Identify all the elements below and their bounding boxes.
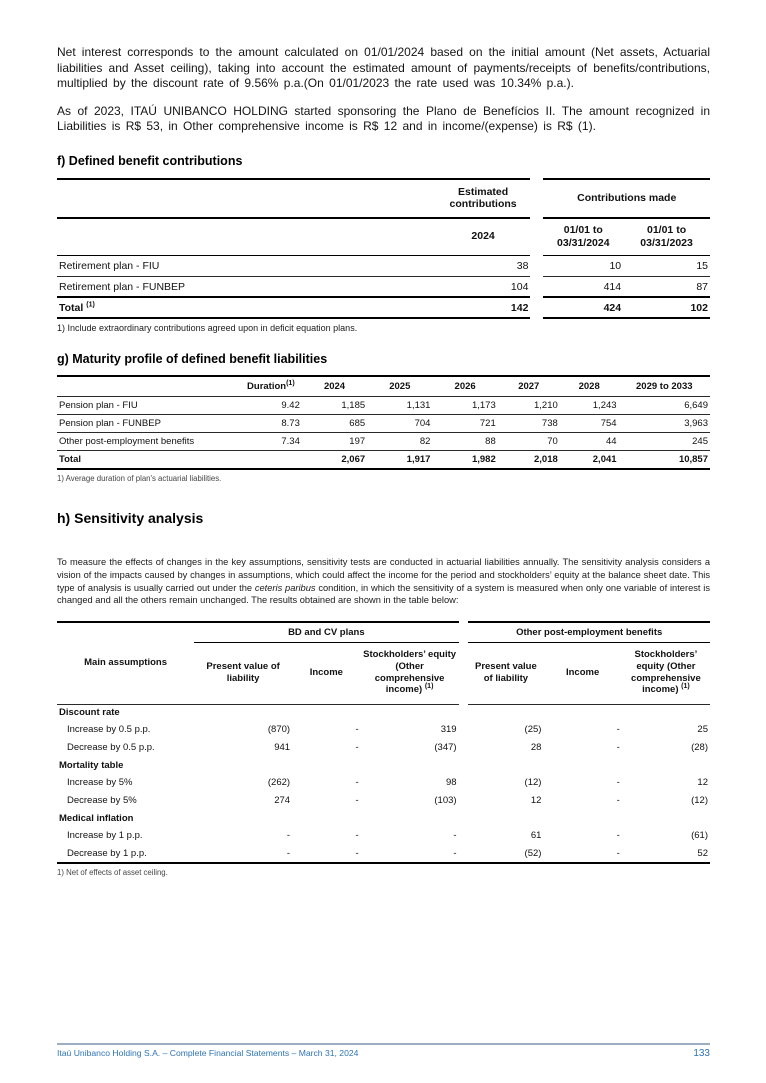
group-header-bd-cv: BD and CV plans [194, 622, 458, 643]
empty-cell [57, 218, 436, 256]
maturity-profile-table [57, 375, 710, 470]
defined-benefit-contributions-table [57, 178, 710, 320]
cell-value: (28) [691, 742, 708, 754]
cell-value: - [543, 845, 621, 863]
cell-value: - [616, 742, 620, 754]
col-header: 2028 [560, 376, 619, 397]
col-header: Income [292, 643, 361, 704]
cell-value: 3,963 [619, 415, 710, 433]
cell-value: 15 [623, 255, 710, 276]
table-row [57, 397, 710, 415]
cell-value [240, 451, 302, 470]
gutter [459, 721, 469, 739]
cell-value: (103) [434, 795, 457, 807]
page-content [57, 45, 710, 877]
cell-value: 1,210 [498, 397, 560, 415]
col-header: Stockholders’ equity (Other comprehensive income) $^{(1)}$ [361, 643, 459, 704]
table-row [57, 845, 710, 863]
cell-value: - [616, 830, 620, 842]
cell-value: - [355, 777, 359, 789]
cell-value: 1,185 [302, 397, 367, 415]
section-h-heading: h) Sensitivity analysis [57, 510, 204, 527]
group-label-row [57, 704, 710, 721]
cell-value: 245 [619, 433, 710, 451]
footer-rule [57, 1043, 710, 1045]
cell-value: 28 [530, 742, 542, 754]
row-label: Decrease by 5% [67, 795, 137, 807]
cell-value: 8.73 [240, 415, 302, 433]
cell-value: (870) [267, 724, 291, 736]
gutter [459, 757, 469, 774]
cell-value: 12 [697, 777, 708, 789]
col-header-duration: Duration$^{(1)}$ [240, 376, 302, 397]
gutter [459, 810, 469, 827]
col-header: 2027 [498, 376, 560, 397]
table-row [57, 433, 710, 451]
gutter [530, 179, 543, 218]
cell-value: 52 [622, 845, 710, 863]
cell-value: - [355, 724, 359, 736]
group-header-made: Contributions made [543, 179, 710, 218]
col-header: Stockholders’ equity (Other comprehensive income) $^{(1)}$ [622, 643, 710, 704]
gutter [459, 739, 469, 757]
gutter [459, 704, 469, 721]
gutter [459, 622, 469, 704]
gutter [459, 827, 469, 845]
cell-value: - [355, 742, 359, 754]
paragraph-plano-beneficios: As of 2023, ITAÚ UNIBANCO HOLDING started sponsoring the Plano de Benefícios II. The amount recognized in Liabilities is R$ 53, in Other comprehensive income is R$ 12 and in income/(expense) is R$ (1). [57, 103, 710, 133]
col-header: 01/01 to 03/31/2024 [543, 218, 623, 256]
page-footer [57, 1043, 710, 1059]
table-total-row [57, 297, 710, 318]
col-header: 2025 [367, 376, 432, 397]
cell-value: 721 [432, 415, 497, 433]
col-header: Present value of liability [468, 643, 543, 704]
table-row [57, 276, 710, 297]
table-header-row [57, 376, 710, 397]
cell-value: - [616, 724, 620, 736]
cell-value: 102 [623, 297, 710, 318]
col-header: 2024 [436, 218, 531, 256]
cell-value: 1,131 [367, 397, 432, 415]
gutter [459, 845, 469, 863]
row-label: Decrease by 0.5 p.p. [67, 742, 155, 754]
footer-page-number: 133 [693, 1048, 710, 1059]
cell-value: - [361, 845, 459, 863]
cell-value: 274 [274, 795, 291, 807]
cell-value: 1,243 [560, 397, 619, 415]
table-f-footnote: 1) Include extraordinary contributions agreed upon in deficit equation plans. [57, 323, 358, 334]
row-label: Other post-employment benefits [57, 433, 240, 451]
cell-value: - [355, 795, 359, 807]
cell-value: 197 [302, 433, 367, 451]
cell-value: 6,649 [619, 397, 710, 415]
table-total-row [57, 451, 710, 470]
empty-cell [57, 179, 436, 218]
cell-value: (25) [524, 724, 542, 736]
table-row [57, 827, 710, 845]
cell-value: 424 [543, 297, 623, 318]
cell-value: 82 [367, 433, 432, 451]
cell-value: 104 [436, 276, 531, 297]
row-label: Pension plan - FIU [57, 397, 240, 415]
gutter [459, 792, 469, 810]
row-label: Increase by 1 p.p. [67, 830, 143, 842]
cell-value: 9.42 [240, 397, 302, 415]
cell-value: 941 [274, 742, 291, 754]
row-label: Pension plan - FUNBEP [57, 415, 240, 433]
table-row [57, 739, 710, 757]
cell-value: 7.34 [240, 433, 302, 451]
group-header-estimated: Estimated contributions [436, 179, 531, 218]
table-row [57, 415, 710, 433]
table-group-header-row [57, 179, 710, 218]
table-row [57, 774, 710, 792]
gutter [530, 255, 543, 276]
cell-value: (347) [434, 742, 457, 754]
cell-value: 70 [498, 433, 560, 451]
cell-value: 704 [367, 415, 432, 433]
cell-value: 87 [623, 276, 710, 297]
cell-value: 12 [530, 795, 542, 807]
row-label: Increase by 0.5 p.p. [67, 724, 151, 736]
cell-value: (12) [524, 777, 542, 789]
cell-value: 98 [445, 777, 457, 789]
cell-value: 1,917 [367, 451, 432, 470]
cell-value: 2,041 [560, 451, 619, 470]
table-g-footnote: 1) Average duration of plan's actuarial liabilities. [57, 474, 222, 484]
empty-cell [57, 376, 240, 397]
cell-value: 25 [697, 724, 708, 736]
ceteris-paribus-italic: ceteris paribus [254, 582, 316, 593]
group-name: Medical inflation [59, 812, 134, 824]
cell-value: 61 [530, 830, 542, 842]
footer-title: Itaú Unibanco Holding S.A. – Complete Financial Statements – March 31, 2024 [57, 1048, 359, 1058]
cell-value: 10 [543, 255, 623, 276]
cell-value: 1,982 [432, 451, 497, 470]
table-header-row [57, 218, 710, 256]
cell-value: (262) [267, 777, 291, 789]
cell-value: 414 [543, 276, 623, 297]
cell-value: (61) [691, 830, 708, 842]
cell-value: - [286, 830, 291, 842]
cell-value: - [194, 845, 292, 863]
gutter [459, 774, 469, 792]
gutter [530, 218, 543, 256]
section-f-heading: f) Defined benefit contributions [57, 153, 243, 168]
col-header: 2026 [432, 376, 497, 397]
group-name: Discount rate [59, 707, 120, 719]
table-h-footnote: 1) Net of effects of asset ceiling. [57, 868, 168, 878]
col-header: 01/01 to 03/31/2023 [623, 218, 710, 256]
cell-value: 2,018 [498, 451, 560, 470]
table-row [57, 255, 710, 276]
row-label: Decrease by 1 p.p. [57, 845, 194, 863]
col-header: 2024 [302, 376, 367, 397]
cell-value: 38 [436, 255, 531, 276]
cell-value: - [453, 830, 457, 842]
cell-value: 754 [560, 415, 619, 433]
row-label: Increase by 5% [67, 777, 133, 789]
group-label-row [57, 810, 710, 827]
gutter [530, 297, 543, 318]
cell-value: 685 [302, 415, 367, 433]
total-label: Total $^{(1)}$ [57, 297, 436, 318]
cell-value: 44 [560, 433, 619, 451]
cell-value: 1,173 [432, 397, 497, 415]
row-label: Retirement plan - FIU [57, 255, 436, 276]
cell-value: - [292, 845, 361, 863]
gutter [530, 276, 543, 297]
group-name: Mortality table [59, 759, 124, 771]
col-header: 2029 to 2033 [619, 376, 710, 397]
table-row [57, 792, 710, 810]
group-header-other: Other post-employment benefits [468, 622, 710, 643]
col-header: Present value of liability [194, 643, 292, 704]
group-label-row [57, 757, 710, 774]
cell-value: (12) [691, 795, 708, 807]
sensitivity-analysis-table [57, 621, 710, 864]
sensitivity-intro: To measure the effects of changes in the key assumptions, sensitivity tests are conducted in actuarial liabilities annually. The sensitivity analysis considers a vision of the impacts caused by changes in assumptions, which could affect the income for the period and stockholders’ equity at the balance sheet date. This type of analysis is usually carried out under the ceteris paribus condition, in which the sensitivity of a system is measured when only one variable of interest is changed and all the others remain unchanged. The results obtained are shown in the table below: [57, 557, 710, 606]
paragraph-net-interest: Net interest corresponds to the amount calculated on 01/01/2024 based on the initial amount (Net assets, Actuarial liabilities and Asset ceiling), taking into account the estimated amount of payments/receipts of benefits/contributions, multiplied by the discount rate of 9.56% p.a.(On 01/01/2023 the rate used was 10.34% p.a.). [57, 45, 710, 90]
row-label: Retirement plan - FUNBEP [57, 276, 436, 297]
col-header: Income [543, 643, 621, 704]
table-row [57, 721, 710, 739]
cell-value: 2,067 [302, 451, 367, 470]
cell-value: 142 [436, 297, 531, 318]
total-label: Total [57, 451, 240, 470]
cell-value: - [616, 777, 620, 789]
cell-value: - [355, 830, 359, 842]
cell-value: (52) [468, 845, 543, 863]
main-assumptions-header: Main assumptions [57, 622, 194, 704]
table-group-header-row [57, 622, 710, 643]
cell-value: 10,857 [619, 451, 710, 470]
section-g-heading: g) Maturity profile of defined benefit liabilities [57, 352, 328, 367]
cell-value: 738 [498, 415, 560, 433]
cell-value: 319 [440, 724, 457, 736]
cell-value: 88 [432, 433, 497, 451]
cell-value: - [616, 795, 620, 807]
